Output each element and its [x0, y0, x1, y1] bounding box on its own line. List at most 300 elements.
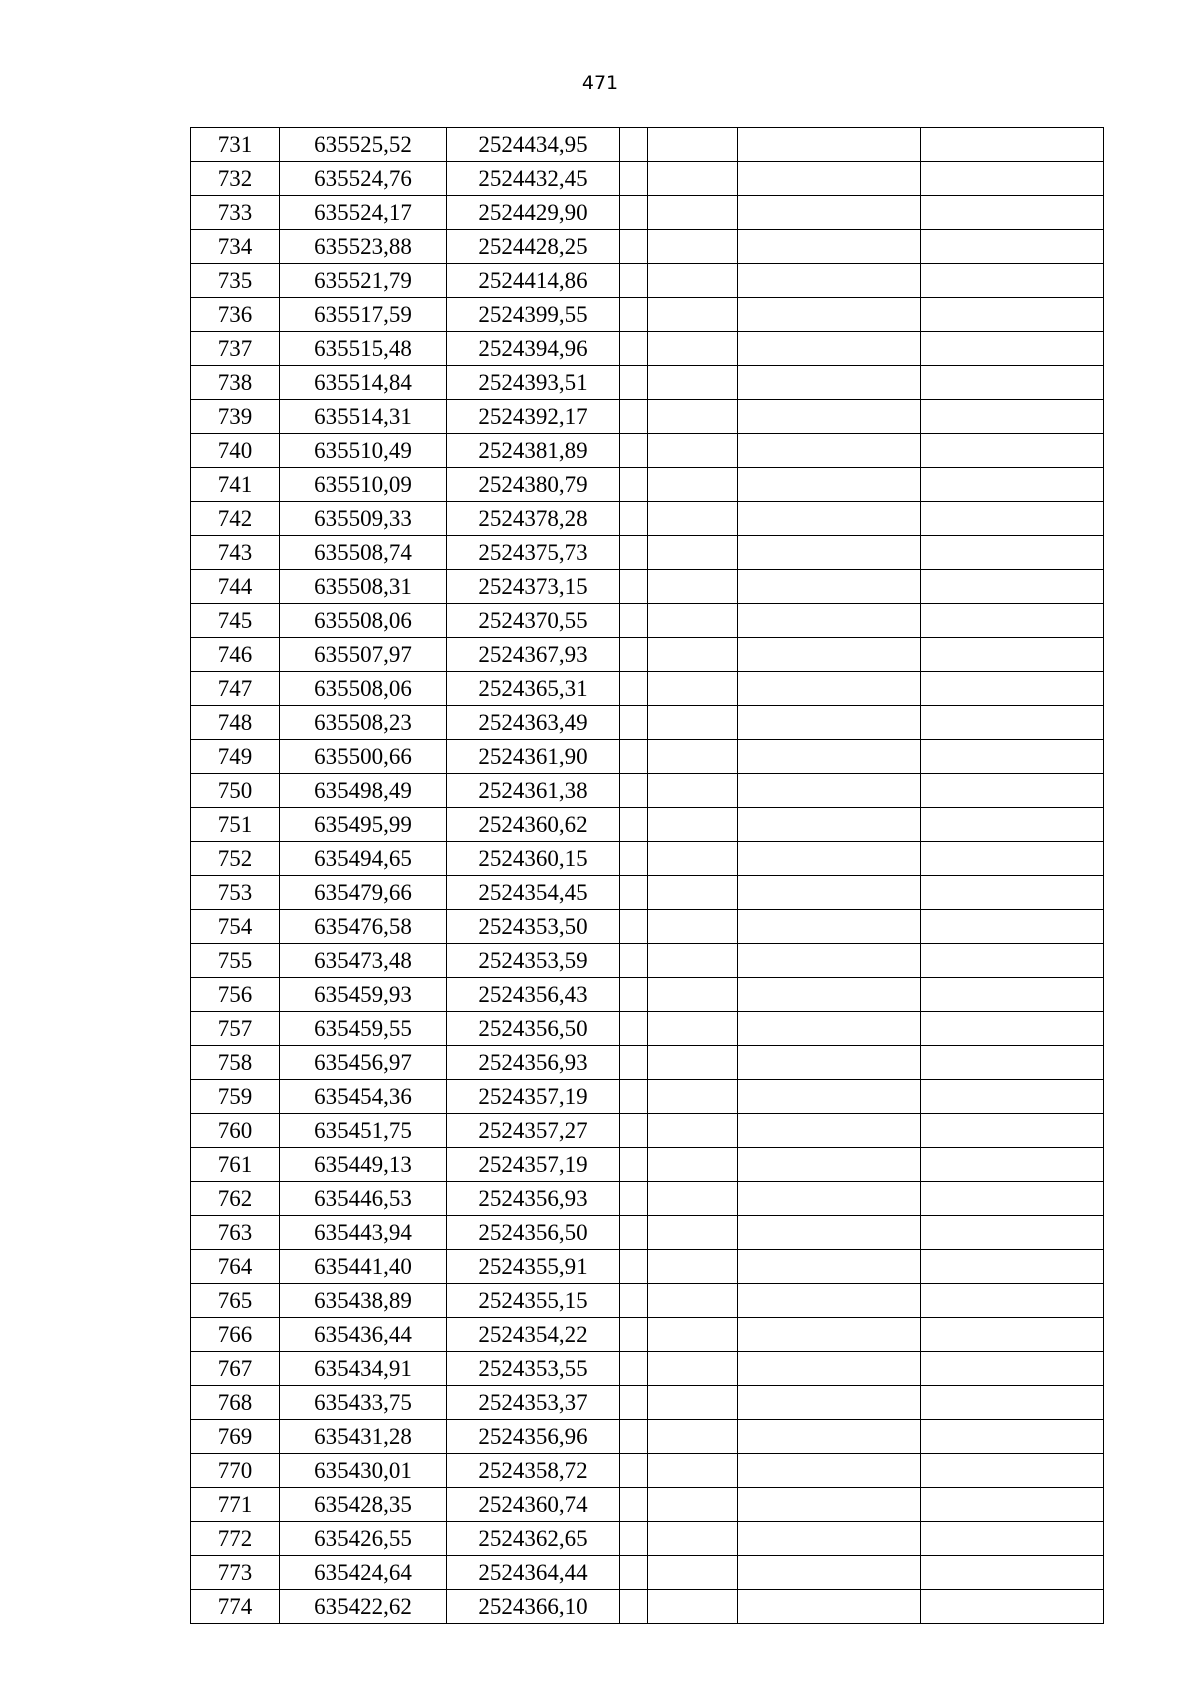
- empty-cell: [648, 1352, 738, 1386]
- empty-cell: [738, 808, 921, 842]
- x-coordinate-cell: 635430,01: [280, 1454, 447, 1488]
- table-row: [191, 536, 1104, 570]
- y-coordinate-cell: 2524358,72: [447, 1454, 620, 1488]
- point-number-cell: 735: [191, 264, 280, 298]
- point-number-cell: 744: [191, 570, 280, 604]
- empty-cell: [620, 502, 648, 536]
- empty-cell: [648, 1250, 738, 1284]
- point-number-cell: 756: [191, 978, 280, 1012]
- empty-cell: [648, 1318, 738, 1352]
- x-coordinate-cell: 635479,66: [280, 876, 447, 910]
- empty-cell: [921, 808, 1104, 842]
- point-number-cell: 769: [191, 1420, 280, 1454]
- empty-cell: [648, 706, 738, 740]
- table-row: [191, 128, 1104, 162]
- empty-cell: [620, 672, 648, 706]
- empty-cell: [738, 128, 921, 162]
- y-coordinate-cell: 2524356,43: [447, 978, 620, 1012]
- point-number-cell: 768: [191, 1386, 280, 1420]
- point-number-cell: 774: [191, 1590, 280, 1624]
- empty-cell: [620, 1352, 648, 1386]
- point-number-cell: 755: [191, 944, 280, 978]
- empty-cell: [648, 468, 738, 502]
- empty-cell: [620, 332, 648, 366]
- x-coordinate-cell: 635434,91: [280, 1352, 447, 1386]
- empty-cell: [921, 978, 1104, 1012]
- empty-cell: [921, 706, 1104, 740]
- empty-cell: [648, 332, 738, 366]
- y-coordinate-cell: 2524353,37: [447, 1386, 620, 1420]
- y-coordinate-cell: 2524357,19: [447, 1148, 620, 1182]
- y-coordinate-cell: 2524373,15: [447, 570, 620, 604]
- empty-cell: [738, 876, 921, 910]
- point-number-cell: 763: [191, 1216, 280, 1250]
- x-coordinate-cell: 635510,49: [280, 434, 447, 468]
- empty-cell: [921, 128, 1104, 162]
- empty-cell: [620, 1080, 648, 1114]
- coordinates-table: [190, 127, 1104, 1624]
- empty-cell: [620, 298, 648, 332]
- empty-cell: [921, 366, 1104, 400]
- empty-cell: [921, 1012, 1104, 1046]
- empty-cell: [738, 1522, 921, 1556]
- x-coordinate-cell: 635426,55: [280, 1522, 447, 1556]
- empty-cell: [648, 162, 738, 196]
- empty-cell: [620, 196, 648, 230]
- empty-cell: [921, 298, 1104, 332]
- empty-cell: [620, 128, 648, 162]
- empty-cell: [738, 1488, 921, 1522]
- empty-cell: [738, 638, 921, 672]
- empty-cell: [921, 1420, 1104, 1454]
- point-number-cell: 736: [191, 298, 280, 332]
- empty-cell: [738, 1012, 921, 1046]
- empty-cell: [648, 1182, 738, 1216]
- table-row: [191, 1454, 1104, 1488]
- empty-cell: [738, 468, 921, 502]
- empty-cell: [648, 1522, 738, 1556]
- empty-cell: [738, 536, 921, 570]
- empty-cell: [738, 298, 921, 332]
- empty-cell: [620, 808, 648, 842]
- empty-cell: [620, 774, 648, 808]
- y-coordinate-cell: 2524356,96: [447, 1420, 620, 1454]
- empty-cell: [738, 366, 921, 400]
- table-row: [191, 570, 1104, 604]
- empty-cell: [921, 1590, 1104, 1624]
- point-number-cell: 748: [191, 706, 280, 740]
- y-coordinate-cell: 2524378,28: [447, 502, 620, 536]
- table-row: [191, 400, 1104, 434]
- empty-cell: [738, 944, 921, 978]
- y-coordinate-cell: 2524394,96: [447, 332, 620, 366]
- empty-cell: [738, 332, 921, 366]
- empty-cell: [648, 842, 738, 876]
- x-coordinate-cell: 635449,13: [280, 1148, 447, 1182]
- y-coordinate-cell: 2524370,55: [447, 604, 620, 638]
- empty-cell: [620, 264, 648, 298]
- point-number-cell: 742: [191, 502, 280, 536]
- table-row: [191, 196, 1104, 230]
- empty-cell: [738, 230, 921, 264]
- empty-cell: [738, 706, 921, 740]
- x-coordinate-cell: 635523,88: [280, 230, 447, 264]
- x-coordinate-cell: 635441,40: [280, 1250, 447, 1284]
- table-row: [191, 1386, 1104, 1420]
- empty-cell: [921, 740, 1104, 774]
- empty-cell: [648, 536, 738, 570]
- y-coordinate-cell: 2524353,50: [447, 910, 620, 944]
- empty-cell: [648, 230, 738, 264]
- point-number-cell: 767: [191, 1352, 280, 1386]
- point-number-cell: 760: [191, 1114, 280, 1148]
- empty-cell: [648, 434, 738, 468]
- empty-cell: [648, 1148, 738, 1182]
- point-number-cell: 773: [191, 1556, 280, 1590]
- y-coordinate-cell: 2524354,45: [447, 876, 620, 910]
- x-coordinate-cell: 635508,06: [280, 604, 447, 638]
- empty-cell: [921, 876, 1104, 910]
- x-coordinate-cell: 635459,93: [280, 978, 447, 1012]
- point-number-cell: 758: [191, 1046, 280, 1080]
- point-number-cell: 757: [191, 1012, 280, 1046]
- y-coordinate-cell: 2524380,79: [447, 468, 620, 502]
- empty-cell: [648, 740, 738, 774]
- empty-cell: [620, 1284, 648, 1318]
- y-coordinate-cell: 2524356,50: [447, 1012, 620, 1046]
- table-row: [191, 774, 1104, 808]
- empty-cell: [620, 604, 648, 638]
- point-number-cell: 765: [191, 1284, 280, 1318]
- empty-cell: [921, 638, 1104, 672]
- empty-cell: [921, 910, 1104, 944]
- empty-cell: [921, 672, 1104, 706]
- empty-cell: [620, 1046, 648, 1080]
- point-number-cell: 766: [191, 1318, 280, 1352]
- y-coordinate-cell: 2524392,17: [447, 400, 620, 434]
- y-coordinate-cell: 2524365,31: [447, 672, 620, 706]
- table-row: [191, 502, 1104, 536]
- point-number-cell: 759: [191, 1080, 280, 1114]
- empty-cell: [620, 1318, 648, 1352]
- empty-cell: [738, 1318, 921, 1352]
- x-coordinate-cell: 635428,35: [280, 1488, 447, 1522]
- y-coordinate-cell: 2524360,15: [447, 842, 620, 876]
- empty-cell: [648, 1046, 738, 1080]
- empty-cell: [921, 1148, 1104, 1182]
- table-row: [191, 1284, 1104, 1318]
- empty-cell: [921, 230, 1104, 264]
- empty-cell: [738, 1216, 921, 1250]
- empty-cell: [620, 876, 648, 910]
- empty-cell: [921, 842, 1104, 876]
- empty-cell: [738, 570, 921, 604]
- empty-cell: [648, 1216, 738, 1250]
- x-coordinate-cell: 635443,94: [280, 1216, 447, 1250]
- y-coordinate-cell: 2524399,55: [447, 298, 620, 332]
- empty-cell: [921, 1318, 1104, 1352]
- empty-cell: [620, 944, 648, 978]
- empty-cell: [921, 1284, 1104, 1318]
- point-number-cell: 753: [191, 876, 280, 910]
- empty-cell: [648, 638, 738, 672]
- empty-cell: [921, 196, 1104, 230]
- empty-cell: [648, 1012, 738, 1046]
- y-coordinate-cell: 2524364,44: [447, 1556, 620, 1590]
- empty-cell: [738, 1250, 921, 1284]
- point-number-cell: 754: [191, 910, 280, 944]
- table-row: [191, 1012, 1104, 1046]
- empty-cell: [648, 502, 738, 536]
- table-row: [191, 1148, 1104, 1182]
- table-row: [191, 978, 1104, 1012]
- empty-cell: [620, 536, 648, 570]
- empty-cell: [648, 808, 738, 842]
- empty-cell: [921, 1454, 1104, 1488]
- empty-cell: [738, 162, 921, 196]
- table-row: [191, 842, 1104, 876]
- x-coordinate-cell: 635451,75: [280, 1114, 447, 1148]
- y-coordinate-cell: 2524429,90: [447, 196, 620, 230]
- empty-cell: [738, 400, 921, 434]
- empty-cell: [648, 774, 738, 808]
- y-coordinate-cell: 2524434,95: [447, 128, 620, 162]
- table-row: [191, 1046, 1104, 1080]
- table-row: [191, 1352, 1104, 1386]
- empty-cell: [738, 1590, 921, 1624]
- empty-cell: [738, 604, 921, 638]
- empty-cell: [738, 1420, 921, 1454]
- empty-cell: [620, 706, 648, 740]
- point-number-cell: 731: [191, 128, 280, 162]
- table-row: [191, 1522, 1104, 1556]
- point-number-cell: 739: [191, 400, 280, 434]
- point-number-cell: 732: [191, 162, 280, 196]
- y-coordinate-cell: 2524356,93: [447, 1182, 620, 1216]
- point-number-cell: 734: [191, 230, 280, 264]
- empty-cell: [738, 1114, 921, 1148]
- y-coordinate-cell: 2524360,62: [447, 808, 620, 842]
- empty-cell: [738, 1046, 921, 1080]
- empty-cell: [921, 1250, 1104, 1284]
- y-coordinate-cell: 2524357,27: [447, 1114, 620, 1148]
- empty-cell: [620, 400, 648, 434]
- x-coordinate-cell: 635495,99: [280, 808, 447, 842]
- empty-cell: [620, 1012, 648, 1046]
- y-coordinate-cell: 2524432,45: [447, 162, 620, 196]
- empty-cell: [648, 978, 738, 1012]
- x-coordinate-cell: 635456,97: [280, 1046, 447, 1080]
- table-row: [191, 230, 1104, 264]
- empty-cell: [620, 842, 648, 876]
- empty-cell: [620, 1454, 648, 1488]
- empty-cell: [648, 1386, 738, 1420]
- table-row: [191, 910, 1104, 944]
- x-coordinate-cell: 635436,44: [280, 1318, 447, 1352]
- empty-cell: [921, 1488, 1104, 1522]
- table-row: [191, 162, 1104, 196]
- x-coordinate-cell: 635508,06: [280, 672, 447, 706]
- point-number-cell: 738: [191, 366, 280, 400]
- empty-cell: [921, 604, 1104, 638]
- x-coordinate-cell: 635494,65: [280, 842, 447, 876]
- empty-cell: [620, 1148, 648, 1182]
- empty-cell: [620, 1250, 648, 1284]
- empty-cell: [648, 672, 738, 706]
- empty-cell: [620, 230, 648, 264]
- point-number-cell: 750: [191, 774, 280, 808]
- x-coordinate-cell: 635524,76: [280, 162, 447, 196]
- empty-cell: [738, 1386, 921, 1420]
- empty-cell: [921, 332, 1104, 366]
- empty-cell: [921, 162, 1104, 196]
- empty-cell: [738, 502, 921, 536]
- point-number-cell: 747: [191, 672, 280, 706]
- x-coordinate-cell: 635525,52: [280, 128, 447, 162]
- table-row: [191, 1420, 1104, 1454]
- empty-cell: [738, 1454, 921, 1488]
- x-coordinate-cell: 635498,49: [280, 774, 447, 808]
- empty-cell: [648, 1454, 738, 1488]
- empty-cell: [738, 434, 921, 468]
- table-body: [191, 128, 1104, 1624]
- x-coordinate-cell: 635509,33: [280, 502, 447, 536]
- empty-cell: [620, 1590, 648, 1624]
- empty-cell: [921, 1386, 1104, 1420]
- empty-cell: [620, 1216, 648, 1250]
- table-row: [191, 1590, 1104, 1624]
- point-number-cell: 745: [191, 604, 280, 638]
- table-row: [191, 1216, 1104, 1250]
- y-coordinate-cell: 2524361,38: [447, 774, 620, 808]
- x-coordinate-cell: 635459,55: [280, 1012, 447, 1046]
- empty-cell: [620, 1114, 648, 1148]
- empty-cell: [620, 638, 648, 672]
- y-coordinate-cell: 2524357,19: [447, 1080, 620, 1114]
- empty-cell: [648, 1488, 738, 1522]
- table-row: [191, 366, 1104, 400]
- table-row: [191, 672, 1104, 706]
- empty-cell: [620, 740, 648, 774]
- x-coordinate-cell: 635422,62: [280, 1590, 447, 1624]
- x-coordinate-cell: 635524,17: [280, 196, 447, 230]
- x-coordinate-cell: 635473,48: [280, 944, 447, 978]
- empty-cell: [648, 366, 738, 400]
- empty-cell: [921, 944, 1104, 978]
- empty-cell: [921, 264, 1104, 298]
- empty-cell: [738, 264, 921, 298]
- empty-cell: [921, 1114, 1104, 1148]
- empty-cell: [648, 1590, 738, 1624]
- empty-cell: [620, 162, 648, 196]
- point-number-cell: 752: [191, 842, 280, 876]
- empty-cell: [738, 1080, 921, 1114]
- empty-cell: [738, 1182, 921, 1216]
- x-coordinate-cell: 635446,53: [280, 1182, 447, 1216]
- y-coordinate-cell: 2524362,65: [447, 1522, 620, 1556]
- y-coordinate-cell: 2524375,73: [447, 536, 620, 570]
- empty-cell: [648, 1114, 738, 1148]
- x-coordinate-cell: 635514,31: [280, 400, 447, 434]
- x-coordinate-cell: 635517,59: [280, 298, 447, 332]
- empty-cell: [648, 1420, 738, 1454]
- empty-cell: [648, 298, 738, 332]
- x-coordinate-cell: 635454,36: [280, 1080, 447, 1114]
- x-coordinate-cell: 635438,89: [280, 1284, 447, 1318]
- empty-cell: [738, 740, 921, 774]
- empty-cell: [620, 1420, 648, 1454]
- x-coordinate-cell: 635508,31: [280, 570, 447, 604]
- empty-cell: [620, 1386, 648, 1420]
- table-row: [191, 944, 1104, 978]
- x-coordinate-cell: 635510,09: [280, 468, 447, 502]
- empty-cell: [738, 672, 921, 706]
- table-row: [191, 1080, 1104, 1114]
- point-number-cell: 746: [191, 638, 280, 672]
- x-coordinate-cell: 635515,48: [280, 332, 447, 366]
- empty-cell: [648, 1080, 738, 1114]
- table-row: [191, 1114, 1104, 1148]
- x-coordinate-cell: 635476,58: [280, 910, 447, 944]
- empty-cell: [738, 774, 921, 808]
- page-number: 471: [581, 72, 619, 94]
- y-coordinate-cell: 2524355,15: [447, 1284, 620, 1318]
- y-coordinate-cell: 2524360,74: [447, 1488, 620, 1522]
- empty-cell: [738, 1284, 921, 1318]
- table-row: [191, 638, 1104, 672]
- point-number-cell: 737: [191, 332, 280, 366]
- table-row: [191, 604, 1104, 638]
- y-coordinate-cell: 2524353,59: [447, 944, 620, 978]
- point-number-cell: 762: [191, 1182, 280, 1216]
- x-coordinate-cell: 635514,84: [280, 366, 447, 400]
- empty-cell: [738, 842, 921, 876]
- empty-cell: [648, 876, 738, 910]
- empty-cell: [648, 1284, 738, 1318]
- point-number-cell: 771: [191, 1488, 280, 1522]
- y-coordinate-cell: 2524356,50: [447, 1216, 620, 1250]
- point-number-cell: 743: [191, 536, 280, 570]
- empty-cell: [648, 570, 738, 604]
- empty-cell: [648, 128, 738, 162]
- empty-cell: [738, 1556, 921, 1590]
- x-coordinate-cell: 635508,23: [280, 706, 447, 740]
- empty-cell: [620, 434, 648, 468]
- empty-cell: [648, 264, 738, 298]
- empty-cell: [620, 468, 648, 502]
- table-row: [191, 468, 1104, 502]
- y-coordinate-cell: 2524356,93: [447, 1046, 620, 1080]
- point-number-cell: 733: [191, 196, 280, 230]
- table-row: [191, 298, 1104, 332]
- empty-cell: [620, 570, 648, 604]
- empty-cell: [648, 400, 738, 434]
- y-coordinate-cell: 2524428,25: [447, 230, 620, 264]
- point-number-cell: 761: [191, 1148, 280, 1182]
- point-number-cell: 751: [191, 808, 280, 842]
- empty-cell: [620, 1522, 648, 1556]
- point-number-cell: 764: [191, 1250, 280, 1284]
- y-coordinate-cell: 2524367,93: [447, 638, 620, 672]
- empty-cell: [620, 1488, 648, 1522]
- empty-cell: [738, 1352, 921, 1386]
- y-coordinate-cell: 2524353,55: [447, 1352, 620, 1386]
- y-coordinate-cell: 2524381,89: [447, 434, 620, 468]
- table-row: [191, 808, 1104, 842]
- empty-cell: [648, 910, 738, 944]
- empty-cell: [620, 366, 648, 400]
- table-row: [191, 876, 1104, 910]
